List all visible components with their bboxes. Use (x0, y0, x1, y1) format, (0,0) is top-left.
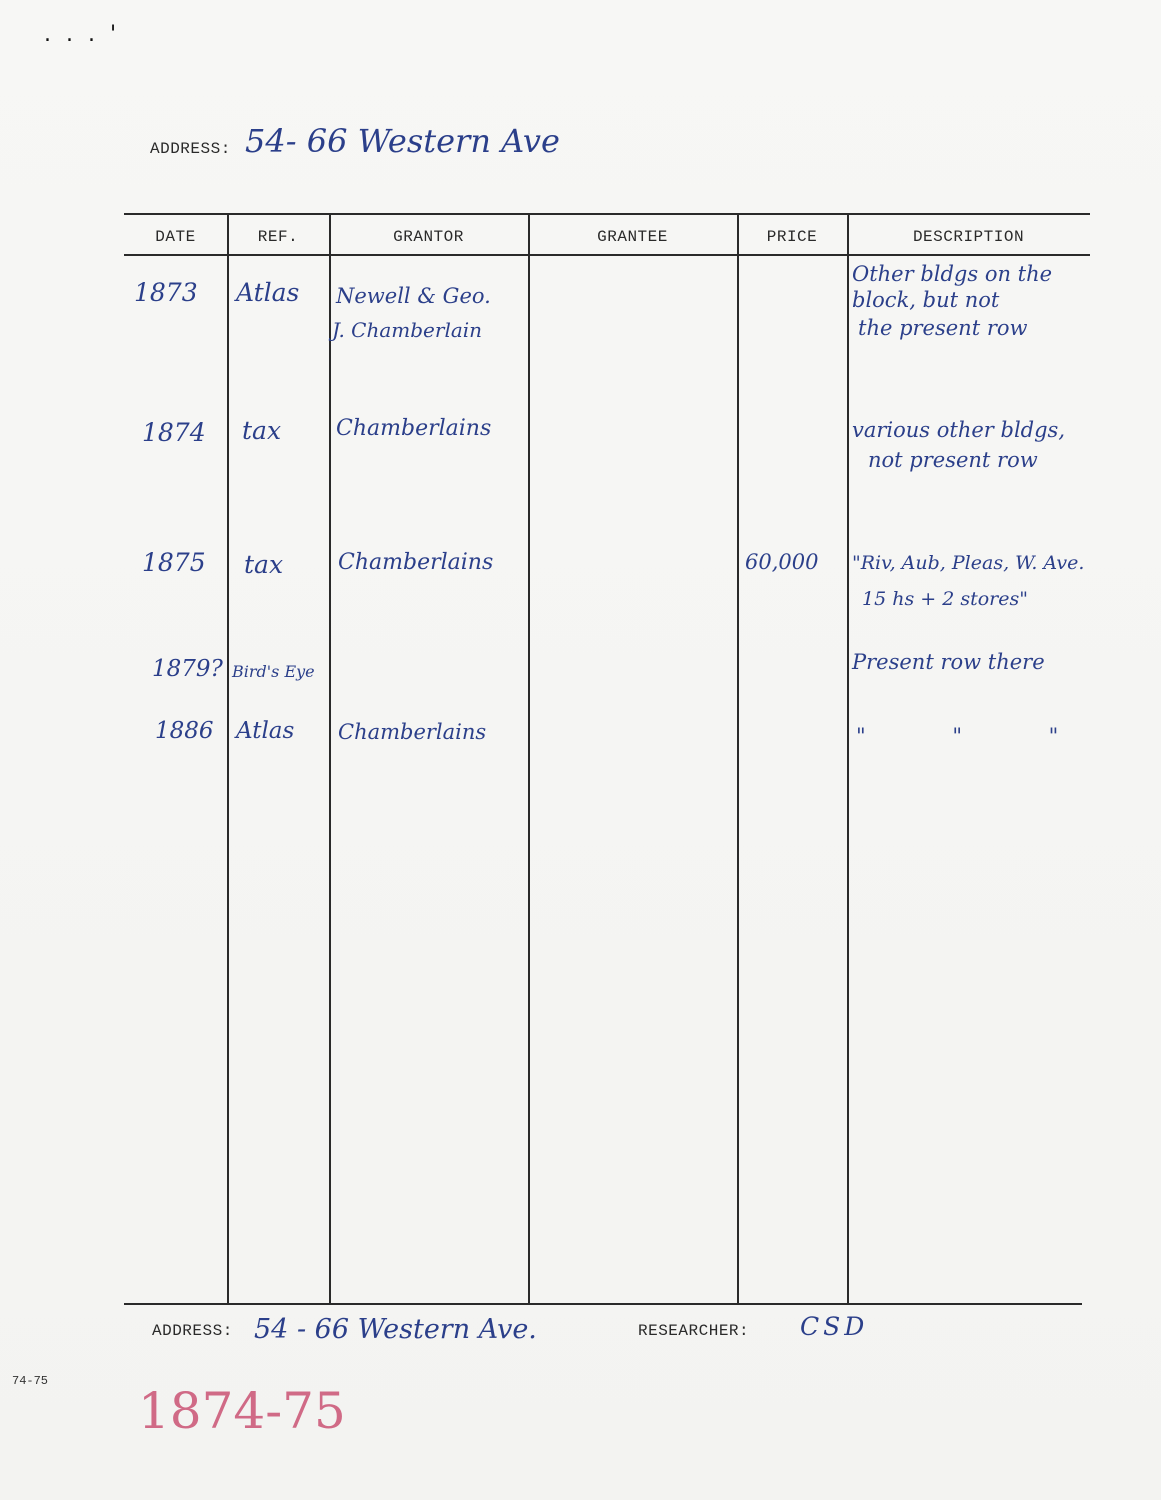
cell-date: 1874 (142, 418, 206, 447)
cell-ref: tax (242, 416, 282, 445)
header-address-label: ADDRESS: (150, 140, 231, 158)
column-header-price: PRICE (766, 228, 818, 246)
cell-description-line: various other bldgs, (852, 418, 1066, 442)
table-bottom-rule (124, 1303, 1082, 1305)
corner-marks: . . . ' (44, 22, 121, 47)
cell-ref: Bird's Eye (232, 662, 315, 681)
cell-date: 1879? (152, 656, 223, 682)
column-header-grantor: GRANTOR (393, 228, 464, 246)
cell-ref: Atlas (236, 718, 295, 744)
cell-description-line: block, but not (852, 288, 1000, 312)
cell-ref: tax (244, 550, 284, 579)
margin-note-large: 1874-75 (138, 1382, 346, 1440)
column-header-grantee: GRANTEE (597, 228, 668, 246)
cell-grantor-line: Chamberlains (338, 550, 494, 575)
cell-date: 1886 (155, 718, 214, 744)
footer-address-value: 54 - 66 Western Ave. (254, 1314, 537, 1345)
column-header-date: DATE (155, 228, 196, 246)
header-address-value: 54- 66 Western Ave (245, 122, 560, 160)
column-header-ref: REF. (257, 228, 299, 246)
cell-description-line: 15 hs + 2 stores" (862, 588, 1028, 610)
column-header-description: DESCRIPTION (912, 228, 1025, 246)
table-header-rule (124, 254, 1090, 256)
cell-grantor-line: Chamberlains (338, 720, 487, 744)
cell-grantor-line: Chamberlains (336, 416, 492, 441)
cell-grantor-line: J. Chamberlain (332, 318, 483, 342)
cell-date: 1875 (142, 548, 206, 577)
cell-description-line: the present row (858, 316, 1028, 340)
cell-description-line: "Riv, Aub, Pleas, W. Ave. (852, 552, 1085, 574)
footer-address-label: ADDRESS: (152, 1322, 233, 1340)
column-divider-4 (737, 214, 739, 1304)
margin-note-small: 74-75 (12, 1374, 49, 1388)
column-divider-3 (528, 214, 530, 1304)
column-divider-1 (227, 214, 229, 1304)
column-divider-5 (847, 214, 849, 1304)
cell-date: 1873 (134, 278, 198, 307)
cell-description-line: Present row there (852, 650, 1045, 674)
cell-ref: Atlas (236, 278, 300, 307)
column-divider-2 (329, 214, 331, 1304)
cell-description-line: Other bldgs on the (852, 262, 1053, 286)
cell-price: 60,000 (745, 550, 819, 574)
cell-description-line: not present row (868, 448, 1038, 472)
footer-researcher-value: CSD (800, 1312, 869, 1341)
cell-description-line: " " " (856, 724, 1099, 748)
footer-researcher-label: RESEARCHER: (638, 1322, 750, 1340)
cell-grantor-line: Newell & Geo. (336, 284, 491, 308)
table-top-rule (124, 213, 1090, 215)
